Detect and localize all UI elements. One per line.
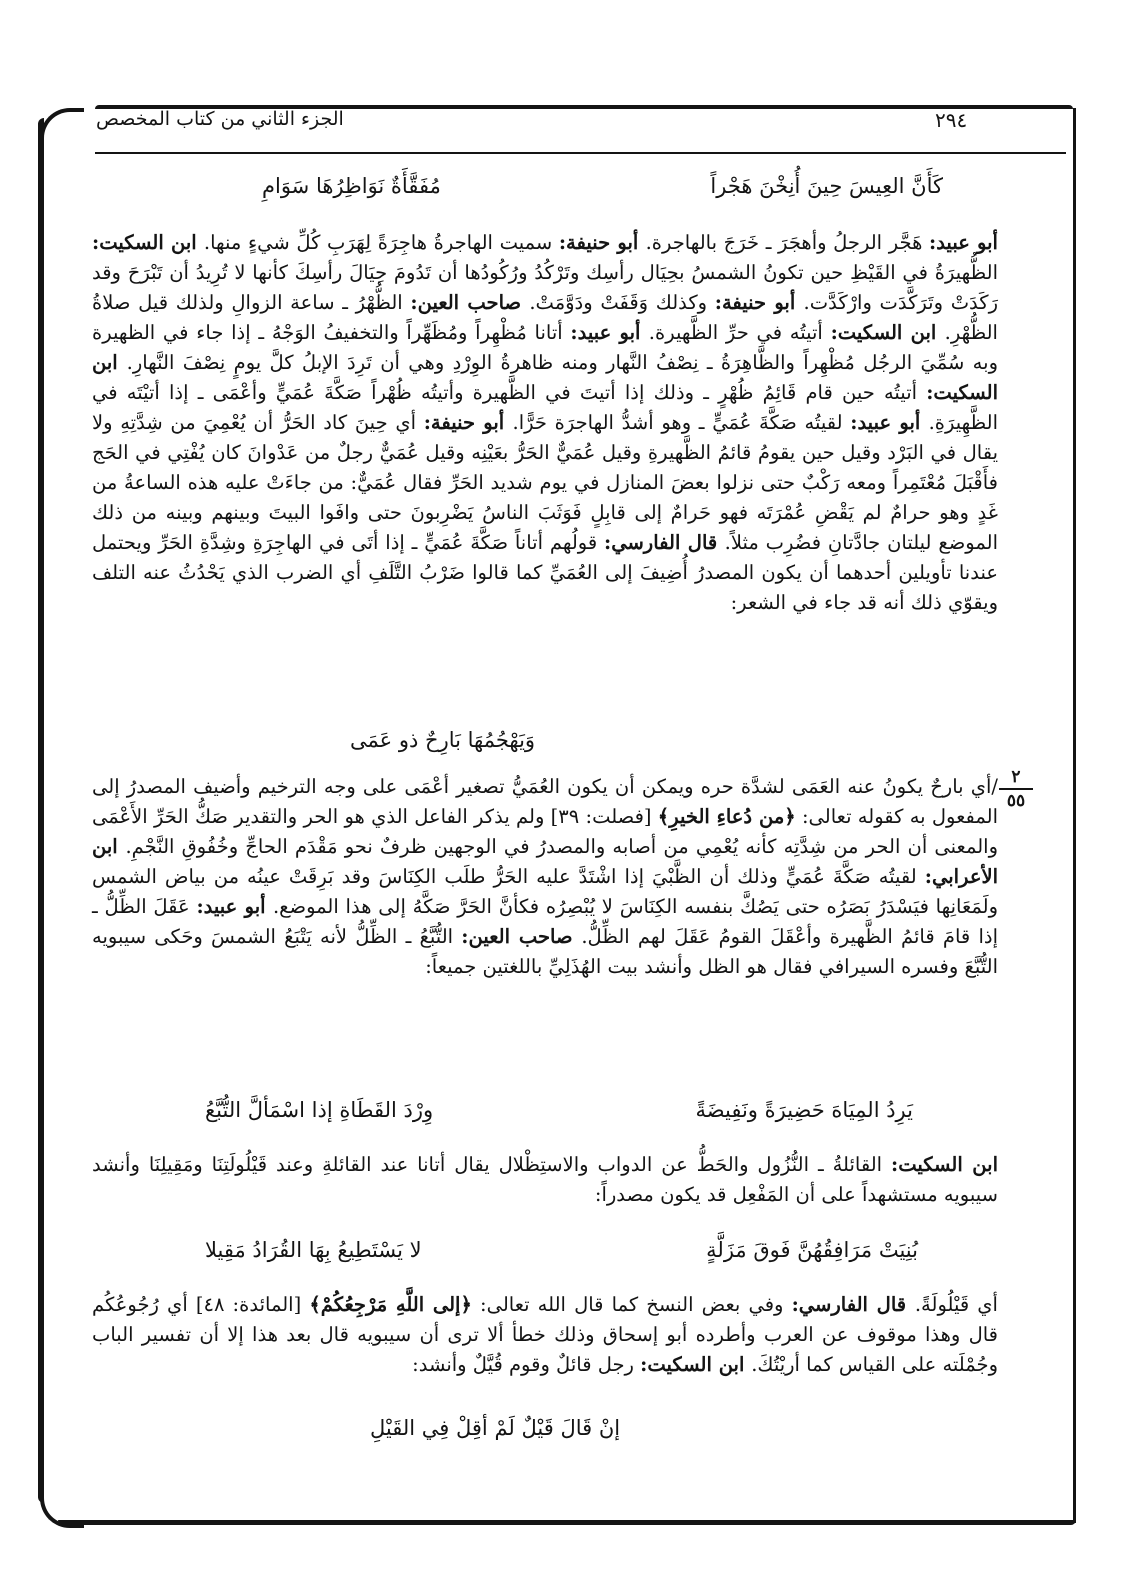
verse-4-first-hemistich: بُنِيَتْ مَرَافِقُهُنَّ فَوقَ مَزَلَّةٍ: [706, 1238, 918, 1262]
paragraph-3: [92, 1150, 998, 1210]
body-text: لقيتُه صَكَّةَ عُمَيٍّ ـ وهو أشدُّ الهاجرَة حَرًّا.: [512, 411, 851, 434]
speaker-name: أبو عبيد:: [196, 895, 273, 918]
body-text: القائلةُ ـ النُّزُول والحَطُّ عن الدواب والاستِظْلال يقال أتانا عند القائلةِ وعند قَيْلُولَتِنَا ومَقِيلِنَا وأنشد سيبويه مستشهداً على أن المَفْعِل قد يكون مصدراً:: [92, 1153, 998, 1206]
body-text: سميت الهاجرةُ هاجِرَةً لِهَرَبِ كُلِّ شيءٍ منها.: [203, 231, 559, 254]
paragraph-4-text: [92, 1290, 998, 1380]
body-text: أتانا مُظْهِراً ومُظَهِّراً والتخفيفُ الوَجْهُ ـ إذا جاء في الظهيرة وبه سُمِّيَ الرجُل مُظْهِراً والظَّاهِرَةُ ـ نِصْفُ النَّهار ومنه ظاهرةُ الوِرْدِ وهي أن تَرِدَ الإبلُ كلَّ يومٍ نِصْفَ النَّهارِ.: [92, 321, 998, 374]
body-text: وفي بعض النسخ كما قال الله تعالى:: [471, 1293, 792, 1316]
speaker-name: ﴿إلى اللَّهِ مَرْجِعُكُمْ﴾: [309, 1293, 472, 1316]
header-rule: [95, 152, 1066, 154]
body-text: أي حِينَ كاد الحَرُّ أن يُعْمِيَ من شِدَّتِهِ ولا يقال في البَرْد وقيل حين يقومُ قائمُ الظَّهيرةِ وقيل عُمَيٌّ الحَرُّ بعَيْنِه وقيل عُمَيٌّ رجلٌ من عَدْوانَ كان يُفْتِي في الحَج فأَقْبَلَ مُعْتَمِراً ومعه رَكْبٌ حتى نزلوا بعضَ المنازل في يوم شديد الحَرِّ فقال عُمَيٌّ: من جاءَتْ عليه هذه الساعةُ من غَدٍ وهو حرامٌ لم يَقْضِ عُمْرَتَه فهو حَرامٌ إلى قابِلٍ فَوَثَبَ الناسُ يَضْرِبونَ حتى وافَوا البيتَ وبينهم وبينه من ذلك الموضع ليلتان جادَّتانِ فضُرِب مثلاً.: [92, 411, 998, 554]
body-text: لقيتُه صَكَّةَ عُمَيٍّ وذلك أن الظَّبْيَ إذا اشْتَدَّ عليه الحَرُّ طلَب الكِنَاسَ وقد بَرِقَتْ عينُه من بياض الشمس ولَمَعَانِها فيَسْدَرُ بَصَرُه حتى يَصُكَّ بنفسه الكِنَاسَ لا يُبْصِرُه فكأنَّ الحَرَّ صَكَّهُ إلى هذا الموضع.: [92, 865, 998, 918]
paragraph-1-text: [92, 228, 998, 618]
paragraph-3-text: [92, 1150, 998, 1210]
margin-folio-rule: [999, 788, 1033, 790]
speaker-name: ابن الأعرابي:: [92, 835, 998, 888]
body-text: [فصلت: ٣٩] ولم يذكر الفاعل الذي هو الحر والتقدير صَكُّ الحَرِّ الأَعْمَى والمعنى أن الحر من شِدَّتِه كأنه يُعْمِي من أصابه والمصدرُ في الوجهين ظرفٌ نحو مَقْدَم الحاجِّ وخُفُوقِ النَّجْمِ.: [92, 805, 998, 858]
paragraph-2-text: [92, 772, 998, 982]
body-text: التُّبَّعُ ـ الظِّلُّ لأنه يَتْبَعُ الشمسَ وحَكى سيبويه التُّبَّعَ وفسره السيرافي فقال هو الظل وأنشد بيت الهُذَلِيِّ باللغتين جميعاً:: [92, 925, 998, 978]
body-text: عَقَلَ الظِّلُّ ـ إذا قامَ قائمُ الظَّهيرة وأعْقَلَ القومُ عَقَلَ لهم الظِّلُّ.: [92, 895, 998, 948]
body-text: قولُهم أتاناً صَكَّةَ عُمَيٍّ ـ إذا أتَى في الهاجِرَةِ وشِدَّةِ الحَرِّ ويحتمل عندنا تأويلين أحدهما أن يكون المصدرُ أُضِيفَ إلى العُمَيِّ كما قالوا ضَرْبُ التَّلَفِ أي الضرب الذي يَحْدُثُ عنه التلف ويقوّي ذلك أنه قد جاء في الشعر:: [92, 531, 998, 614]
verse-4-second-hemistich: لا يَسْتَطِيعُ بِهَا القُرَادُ مَقِيلا: [205, 1238, 422, 1262]
page-frame-left: [38, 118, 44, 1503]
body-text: الظُّهْرُ ـ ساعة الزوالِ ولذلك قيل صلاةُ الظُّهْرِ.: [92, 291, 998, 344]
verse-3-first-hemistich: يَرِدُ المِيَاهَ حَضِيرَةً ونَفِيضَةً: [695, 1098, 913, 1122]
paragraph-4: [92, 1290, 998, 1380]
margin-folio-top: ٢: [1011, 767, 1021, 787]
frame-corner-top-left: [40, 108, 84, 152]
body-text: /أي بارحٌ يكونُ عنه العَمَى لشدَّة حره ويمكن أن يكون العُمَيُّ تصغير أعْمَى على وجه الترخيم وأضيف المصدرُ إلى المفعول به كقوله تعالى:: [92, 775, 998, 828]
verse-1-first-hemistich: كَأَنَّ العِيسَ حِينَ أُنِخْنَ هَجْراً: [710, 174, 943, 198]
speaker-name: أبو حنيفة:: [714, 291, 804, 314]
verse-5: إنْ قَالَ قَيْلٌ لَمْ أقِلْ فِي القَيْلِ: [370, 1416, 621, 1440]
page-number: ٢٩٤: [935, 108, 968, 132]
speaker-name: قال الفارسي:: [604, 531, 725, 554]
speaker-name: ابن السكيت:: [891, 1153, 998, 1176]
speaker-name: ابن السكيت:: [92, 231, 204, 254]
verse-1-second-hemistich: مُفَقَّأَةٌ نَوَاظِرُهَا سَوَامِ: [262, 174, 441, 198]
body-text: هَجَّر الرجلُ وأهجَرَ ـ خَرَجَ بالهاجرة.: [645, 231, 929, 254]
frame-corner-bottom-left: [40, 1484, 84, 1528]
body-text: وكذلك وَقَفَتْ ودَوَّمَتْ.: [529, 291, 715, 314]
speaker-name: ﴿من دُعاءِ الخيرِ﴾: [657, 805, 796, 828]
speaker-name: أبو عبيد:: [570, 321, 649, 344]
body-text: أي قَيْلُولَةً.: [914, 1293, 998, 1316]
body-text: أتيتُه في حرِّ الظَّهيرة.: [648, 321, 831, 344]
running-title: الجزء الثاني من كتاب المخصص: [96, 108, 344, 130]
speaker-name: ابن السكيت:: [640, 1353, 752, 1376]
body-text: [المائدة: ٤٨] أي رُجُوعُكُم قال وهذا موقوف عن العرب وأطرده أبو إسحاق وذلك خطأ ألا ترى أن سيبويه قال بعد هذا إلا أن تفسير الباب وجُمْلَته على القياس كما أريْتُكَ.: [92, 1293, 998, 1376]
body-text: رجل قائلٌ وقوم قُيَّلٌ وأنشد:: [412, 1353, 641, 1376]
speaker-name: صاحب العين:: [410, 291, 530, 314]
page-frame-right: [1073, 108, 1076, 1523]
paragraph-2: [92, 772, 998, 982]
speaker-name: صاحب العين:: [461, 925, 582, 948]
margin-folio-note: [995, 768, 1037, 810]
paragraph-1: [92, 228, 998, 618]
speaker-name: أبو عبيد:: [929, 231, 998, 254]
speaker-name: ابن السكيت:: [830, 321, 945, 344]
speaker-name: ابن السكيت:: [92, 351, 998, 404]
speaker-name: أبو حنيفة:: [423, 411, 513, 434]
speaker-name: قال الفارسي:: [791, 1293, 915, 1316]
verse-3-second-hemistich: وِرْدَ القَطَاةِ إذا اسْمَألَّ التُّبَّعُ: [205, 1098, 434, 1122]
margin-folio-bottom: ٥٥: [1006, 791, 1026, 811]
body-text: الظُّهيرَةُ في القَيْظِ حين تكونُ الشمسُ بحِيَال رأسِك وتَرْكُدُ ورُكُودُها أن تَدُومَ حِيَالَ رأسِكَ كأنها لا تُرِيدُ أن تَبْرَحَ وقد رَكَدَتْ وتَرَكَّدَت وارْكَدَّت.: [92, 261, 998, 314]
body-text: أتيتُه حين قام قَائِمُ ظُهْرٍ ـ وذلك إذا أتيتَ في الظَّهيرة وأتيتُه ظُهْراً صَكَّةَ عُمَيٍّ وأعْمَى ـ إذا أتيْتَه في الظَّهِيرَةِ.: [92, 381, 998, 434]
page-frame-bottom: [58, 1520, 1076, 1525]
speaker-name: أبو عبيد:: [850, 411, 929, 434]
speaker-name: أبو حنيفة:: [558, 231, 646, 254]
verse-2: وَيَهْجُمُهَا بَارِحٌ ذو عَمَى: [350, 728, 536, 752]
